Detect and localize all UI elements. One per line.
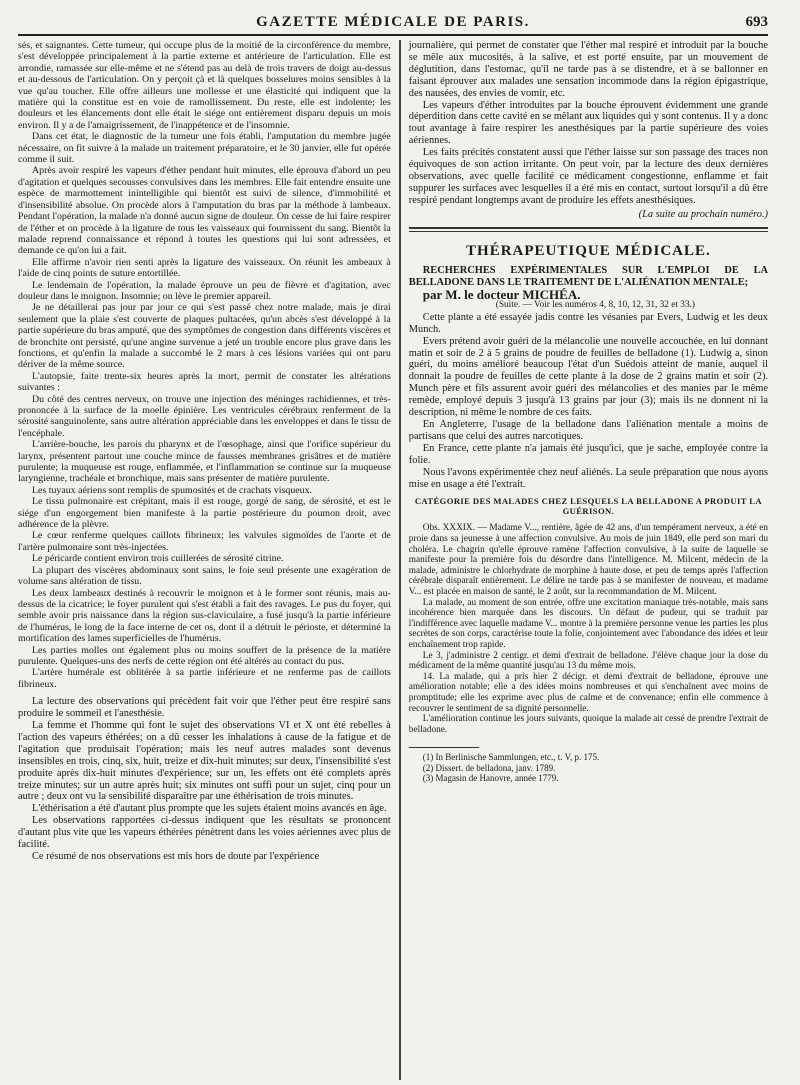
section-rule bbox=[409, 227, 768, 229]
columns bbox=[18, 40, 768, 1080]
article-title: RECHERCHES EXPÉRIMENTALES SUR L'EMPLOI DE LA BELLADONE DANS LE TRAITEMENT DE L'ALIÉNATION MENTALE; bbox=[408, 265, 768, 288]
paragraph: La plupart des viscères abdominaux sont sains, le foie seul présente une exagération de volume sans altération de tissu. bbox=[18, 564, 391, 588]
section-rule bbox=[409, 231, 768, 232]
paragraph: Obs. XXXIX. — Madame V..., rentière, âgée de 42 ans, d'un tempérament nerveux, a été en proie dans sa jeunesse à une affection convulsive. Au mois de juin 1849, elle perd son mari du choléra. Le chagrin qu'elle éprouve ramène l'affection convulsive, à la suite de laquelle se manifeste pour la première fois du désordre dans l'intelligence. M. Milcent, médecin de la malade, administre le chlorhydrate de morphine à haute dose, et peu de temps après l'affection cérébrale disparaît entièrement. Le délire ne tarde pas à se manifester de nouveau, et madame V... est placée en maison de santé, le 2 août, sur la recommandation de M. Milcent. bbox=[408, 523, 768, 597]
paragraph: Le cœur renferme quelques caillots fibrineux; les valvules sigmoïdes de l'aorte et de l'artère pulmonaire sont très-injectées. bbox=[18, 530, 391, 553]
paragraph: En France, cette plante n'a jamais été jusqu'ici, que je sache, employée contre la folie. bbox=[408, 442, 768, 466]
paragraph: Les parties molles ont également plus ou moins souffert de la présence de la matière purulente. Quelques-uns des nerfs de cette région ont été altérés au contact du pus. bbox=[18, 644, 391, 667]
paragraph: L'amélioration continue les jours suivants, quoique la malade ait cessé de prendre l'extrait de belladone. bbox=[408, 714, 768, 735]
paragraph: Cette plante a été essayée jadis contre les vésanies par Evers, Ludwig et les deux Munch. bbox=[408, 311, 768, 335]
article-reference: (Suite. — Voir les numéros 4, 8, 10, 12, 31, 32 et 33.) bbox=[495, 300, 696, 311]
paragraph: Les vapeurs d'éther introduites par la bouche éprouvent évidemment une grande déperdition dans cette cavité en se mêlant aux liquides qui y sont contenus. Il y a donc tout avantage à faire respirer les anesthésiques par la partie supérieure des voies aériennes. bbox=[408, 99, 768, 147]
paragraph: Dans cet état, le diagnostic de la tumeur une fois établi, l'amputation du membre jugée nécessaire, on fit suivre à la malade un traitement préparatoire, et le 30 janvier, elle fut opérée comme il suit. bbox=[18, 131, 391, 166]
paragraph: Les observations rapportées ci-dessus indiquent que les résultats se prononcent d'autant plus vite que les vapeurs éthérées pénètrent dans les voies aériennes avec plus de facilité. bbox=[18, 815, 391, 851]
footnote: (3) Magasin de Hanovre, année 1779. bbox=[422, 773, 559, 784]
footnote: (1) In Berlinische Sammlungen, etc., t. V, p. 175. bbox=[422, 752, 600, 763]
paragraph: journalière, qui permet de constater que l'éther mal respiré et introduit par la bouche se mêle aux mucosités, à la salive, et est porté ensuite, par un mouvement de déglutition, dans l'estomac, qu'il ne tarde pas à se distendre, et à se ballonner en faisant éprouver aux malades une sensation incommode dans la région épigastrique, des nausées, des envies de vomir, etc. bbox=[408, 40, 768, 99]
article-author: par M. le docteur MICHÉA. bbox=[422, 287, 581, 302]
left-column bbox=[18, 40, 399, 1080]
footnote: (2) Dissert. de belladona, janv. 1789. bbox=[422, 762, 556, 773]
page-number: 693 bbox=[745, 14, 768, 30]
paragraph: Du côté des centres nerveux, on trouve une injection des méninges rachidiennes, et très-prononcée à la surface de la moelle épinière. Les ventricules cérébraux renferment de la sérosité sanguinolente, sans autre altération appréciable dans les enveloppes et dans le tissu de l'encéphale. bbox=[18, 393, 391, 439]
paragraph: L'arrière-bouche, les parois du pharynx et de l'œsophage, ainsi que l'orifice supérieur du larynx, présentent partout une couche mince de fausses membranes grisâtres et de matière purulente; la muqueuse est rouge, enflammée, et l'inflammation se continue sur la muqueuse laryngienne, trachéale et bronchique, mais sans présenter de matière purulente. bbox=[18, 439, 391, 485]
paragraph: Nous l'avons expérimentée chez neuf aliénés. La seule préparation que nous ayons mise en usage a été l'extrait. bbox=[408, 466, 768, 490]
paragraph: Evers prétend avoir guéri de la mélancolie une nouvelle accouchée, en lui donnant matin et soir de 2 à 5 grains de poudre de feuilles de belladone (1). Ludwig a, sinon guéri, du moins amélioré beaucoup l'état d'un Suédois atteint de manie, auquel il donnait la poudre de feuilles de cette plante à la dose de 2 grains matin et soir (2). Munch père et fils assurent avoir guéri des mélancolies et des manies par le même remède, employé depuis 3 jusqu'à 13 grains par jour (3); mais ils ne donnent ni la description, ni même le nombre de ces faits. bbox=[408, 335, 768, 419]
paragraph: Après avoir respiré les vapeurs d'éther pendant huit minutes, elle éprouva d'abord un peu d'agitation et quelques secousses convulsives dans les membres. Elle fait entendre ensuite une espèce de marmottement inintelligible qui bientôt est suivi de silence, d'immobilité et d'insensibilité absolue. On procède alors à l'amputation du bras par la méthode à lambeaux. Pendant l'opération, la malade n'a donné aucun signe de douleur. On cesse de lui faire respirer de l'éther et on procède à la ligature de tous les vaisseaux qui fournissent du sang. Bientôt la malade reprend connaissance et répond à toutes les questions qui lui sont adressées, et demande ce qu'on lui a fait. bbox=[18, 165, 391, 257]
right-column bbox=[401, 40, 768, 1080]
paragraph: 14. La malade, qui a pris hier 2 décigr. et demi d'extrait de belladone, éprouve une amélioration notable; elle a des idées moins nombreuses et qui s'enchaînent avec moins de promptitude; elle les exprime avec plus de calme et de convenance; enfin elle commence à recouvrer le sentiment de sa dignité personnelle. bbox=[408, 671, 768, 714]
paragraph: Elle affirme n'avoir rien senti après la ligature des vaisseaux. On réunit les ambeaux à l'aide de cinq points de suture entortillée. bbox=[18, 256, 391, 280]
paragraph: Le 3, j'administre 2 centigr. et demi d'extrait de belladone. J'élève chaque jour la dose du médicament de la même quantité jusqu'au 13 du même mois. bbox=[408, 650, 768, 672]
paragraph: Je ne détaillerai pas jour par jour ce qui s'est passé chez notre malade, mais je dirai seulement que la plaie s'est couverte de plaques pultacées, qu'un abcès s'est développé à la partie supérieure du bras amputé, que des symptômes de congestion dans différents viscères et de bronchite ont persisté, qu'une angine survenue a jeté un trouble encore plus grave dans les fonctions, et qu'enfin la malade a succombé le 2 mars à ces lésions variées qui ont paru dériver de la même source. bbox=[18, 302, 391, 371]
paragraph: Le tissu pulmonaire est crépitant, mais il est rouge, gorgé de sang, de sérosité, et est le siége d'un engorgement bien manifeste à la partie postérieure du poumon droit, avec adhérence de la plèvre. bbox=[18, 496, 391, 531]
paragraph: sés, et saignantes. Cette tumeur, qui occupe plus de la moitié de la circonférence du membre, s'est développée principalement à la partie externe et antérieure de l'articulation. Elle est arrondie, ramassée sur elle-même et ne s'étend pas au delà de trois travers de doigt au-dessus et au-dessous de l'articulation. On y perçoit çà et là quelques bosselures moins sensibles à la vue qu'au toucher. Elle offre ailleurs une mollesse et une élasticité qui indiquent que la matière qui la constitue est en voie de ramollissement. Du reste, elle est indolente; les douleurs et les élancements dont elle était le siége ont entièrement disparu depuis un mois environ. Il y a de l'amaigrissement, de l'inappétence et de l'insomnie. bbox=[18, 40, 391, 131]
paragraph: En Angleterre, l'usage de la belladone dans l'aliénation mentale a moins de partisans que celui des autres narcotiques. bbox=[408, 418, 768, 442]
footnote-rule bbox=[409, 747, 479, 748]
continuation-note: (La suite au prochain numéro.) bbox=[638, 208, 768, 220]
paragraph: Les tuyaux aériens sont remplis de spumosités et de crachats visqueux. bbox=[32, 484, 312, 496]
paragraph: Le lendemain de l'opération, la malade éprouve un peu de fièvre et d'agitation, avec douleur dans le moignon. Insomnie; on lève le premier appareil. bbox=[18, 279, 391, 302]
paragraph: L'autopsie, faite trente-six heures après la mort, permit de constater les altérations suivantes : bbox=[18, 370, 391, 394]
category-heading: CATÉGORIE DES MALADES CHEZ LESQUELS LA BELLADONE A PRODUIT LA GUÉRISON. bbox=[414, 496, 762, 517]
page-header bbox=[18, 10, 768, 36]
paragraph: Les faits précités constatent aussi que l'éther laisse sur son passage des traces non équivoques de son action irritante. On peut voir, par la lecture des deux dernières observations, avec quelle facilité ce médicament congestionne, enflamme et fait suppurer les surfaces avec lesquelles il a été mis en contact, surtout lorsqu'il a dû être respiré pendant longtemps avant de produire les effets anesthésiques. bbox=[408, 147, 768, 206]
paragraph: L'éthérisation a été d'autant plus prompte que les sujets étaient moins avancés en âge. bbox=[32, 803, 387, 815]
journal-title: GAZETTE MÉDICALE DE PARIS. bbox=[256, 14, 530, 30]
paragraph: La malade, au moment de son entrée, offre une excitation maniaque très-notable, mais sans incohérence bien marquée dans les discours. Un défaut de pudeur, qui se traduit par l'indifférence avec laquelle madame V... montre à la première personne venue les parties les plus secrètes de son corps, caractérise toute la folie, conjointement avec l'abondance des idées et leur enchaînement trop rapide. bbox=[408, 597, 768, 650]
paragraph: La femme et l'homme qui font le sujet des observations VI et X ont été rebelles à l'action des vapeurs éthérées; on a dû cesser les inhalations à cause de la fatigue et de l'agitation que produisait l'opération; mais les neuf autres malades sont devenus insensibles en trois, cinq, six, huit, treize et dix-huit minutes; sur deux, l'insensibilité s'est produite après dix-huit minutes d'expérience; sur un, les effets ont été complets après treize minutes; sur un autre après huit; six minutes ont suffi pour un sujet, cinq pour un autre ; deux ont vu la sensibilité disparaître par une éthérisation de trois minutes. bbox=[18, 719, 391, 803]
paragraph: Le péricarde contient environ trois cuillerées de sérosité citrine. bbox=[32, 553, 284, 565]
section-title: THÉRAPEUTIQUE MÉDICALE. bbox=[466, 242, 711, 259]
paragraph: Les deux lambeaux destinés à recouvrir le moignon et à le former sont réunis, mais au-dessus de la cicatrice; le foyer purulent qui s'est établi a fait des ravages. Le pus du foyer, qui semble avoir pris naissance dans la région sus-claviculaire, a fusé jusqu'à la partie inférieure de l'humérus, le long de la face interne de cet os, dont il a détruit le périoste, et déterminé la mortification des lames superficielles de l'humérus. bbox=[18, 587, 391, 645]
paragraph: Ce résumé de nos observations est mis hors de doute par l'expérience bbox=[32, 850, 320, 862]
paragraph: L'artère humérale est oblitérée à sa partie inférieure et ne renferme pas de caillots fibrineux. bbox=[18, 667, 391, 690]
paragraph: La lecture des observations qui précèdent fait voir que l'éther peut être respiré sans produire le sommeil et l'anesthésie. bbox=[18, 696, 391, 720]
